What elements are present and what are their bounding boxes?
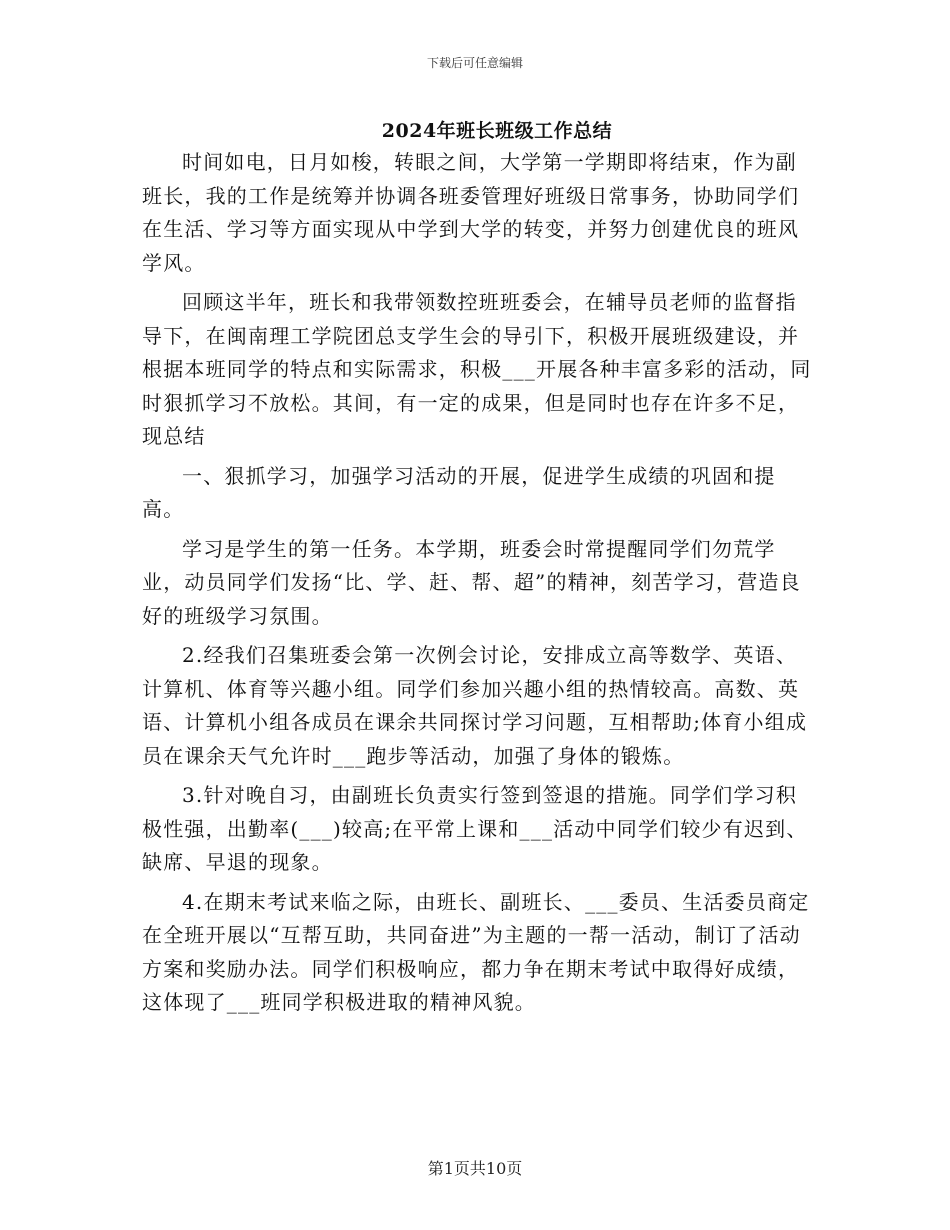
document-title: 2024年班长班级工作总结 bbox=[381, 120, 613, 142]
section-heading: 一、狠抓学习，加强学习活动的开展，促进学生成绩的巩固和提高。 bbox=[142, 463, 776, 521]
paragraph: 时间如电，日月如梭，转眼之间，大学第一学期即将结束，作为副班长，我的工作是统筹并协调各班委管理好班级日常事务，协助同学们在生活、学习等方面实现从中学到大学的转变，并努力创建优良的班风学风。 bbox=[142, 150, 800, 275]
document-body bbox=[142, 146, 812, 1026]
header-note: 下载后可任意编辑 bbox=[426, 56, 523, 70]
page-number: 第1页共10页 bbox=[427, 1159, 523, 1178]
paragraph: 回顾这半年，班长和我带领数控班班委会，在辅导员老师的监督指导下，在闽南理工学院团总支学生会的导引下，积极开展班级建设，并根据本班同学的特点和实际需求，积极___开展各种丰富多彩的活动，同时狠抓学习不放松。其间，有一定的成果，但是同时也存在许多不足，现总结 bbox=[142, 290, 812, 448]
paragraph: 学习是学生的第一任务。本学期，班委会时常提醒同学们勿荒学业，动员同学们发扬“比、学、赶、帮、超”的精神，刻苦学习，营造良好的班级学习氛围。 bbox=[142, 536, 801, 628]
list-item: 2.经我们召集班委会第一次例会讨论，安排成立高等数学、英语、计算机、体育等兴趣小组。同学们参加兴趣小组的热情较高。高数、英语、计算机小组各成员在课余共同探讨学习问题，互相帮助;体育小组成员在课余天气允许时___跑步等活动，加强了身体的锻炼。 bbox=[142, 643, 808, 768]
list-item: 3.针对晚自习，由副班长负责实行签到签退的措施。同学们学习积极性强，出勤率(___)较高;在平常上课和___活动中同学们较少有迟到、缺席、早退的现象。 bbox=[142, 783, 808, 874]
list-item: 4.在期末考试来临之际，由班长、副班长、___委员、生活委员商定在全班开展以“互帮互助，共同奋进”为主题的一帮一活动，制订了活动方案和奖励办法。同学们积极响应，都力争在期末考试中取得好成绩，这体现了___班同学积极进取的精神风貌。 bbox=[142, 889, 810, 1014]
